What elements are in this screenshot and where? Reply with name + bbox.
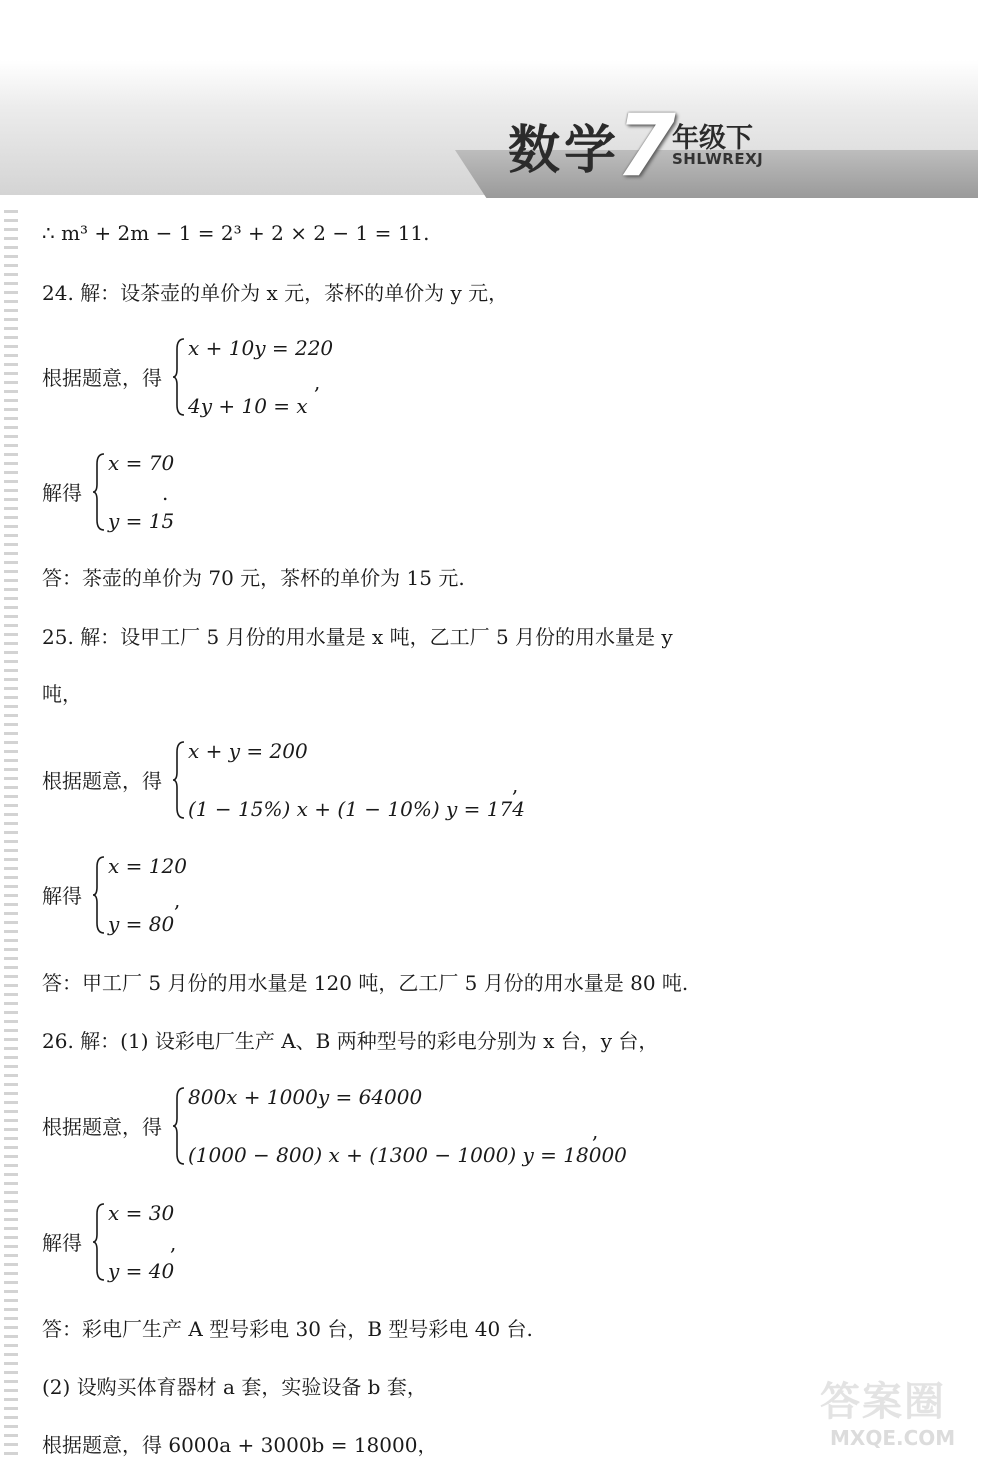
q25-answer: 答：甲工厂 5 月份的用水量是 120 吨，乙工厂 5 月份的用水量是 80 吨.	[42, 971, 689, 995]
equation-1: x + y = 200	[188, 739, 308, 763]
q24-solution	[42, 450, 242, 534]
equation-2: y = 80	[108, 912, 175, 936]
book-code: SHLWREXJ	[672, 150, 764, 168]
q24-system	[42, 335, 362, 419]
q26-system	[42, 1084, 627, 1168]
system-tail: ,	[174, 888, 181, 912]
system-tail: ,	[314, 370, 321, 394]
system-tail: ,	[592, 1119, 599, 1143]
brace-icon	[92, 855, 106, 935]
q26-intro: 26. 解：(1) 设彩电厂生产 A、B 两种型号的彩电分别为 x 台，y 台，	[42, 1029, 659, 1053]
system-label: 根据题意，得	[42, 1115, 162, 1139]
equation-1: x = 120	[108, 854, 187, 878]
system-tail: .	[162, 481, 169, 505]
q24-intro: 24. 解：设茶壶的单价为 x 元，茶杯的单价为 y 元，	[42, 281, 509, 305]
equation-2: y = 40	[108, 1259, 175, 1283]
system-label: 解得	[42, 884, 82, 908]
q25-intro-cont: 吨，	[42, 682, 82, 706]
system-tail: ,	[512, 773, 519, 797]
brace-icon	[92, 1202, 106, 1282]
equation-1: x + 10y = 220	[188, 336, 334, 360]
q24-answer: 答：茶壶的单价为 70 元，茶杯的单价为 15 元.	[42, 566, 465, 590]
brace-icon	[92, 452, 106, 532]
brace-icon	[172, 1086, 186, 1166]
equation-1: 800x + 1000y = 64000	[188, 1085, 423, 1109]
q25-solution	[42, 853, 242, 937]
watermark-logo-text: 答案圈	[820, 1379, 946, 1425]
q25-intro: 25. 解：设甲工厂 5 月份的用水量是 x 吨，乙工厂 5 月份的用水量是 y	[42, 625, 673, 649]
system-label: 解得	[42, 1231, 82, 1255]
grade-number: 7	[616, 96, 676, 196]
q26-solution	[42, 1200, 242, 1284]
calc-line: ∴ m³ + 2m − 1 = 2³ + 2 × 2 − 1 = 11.	[42, 221, 430, 245]
brace-icon	[172, 740, 186, 820]
brace-icon	[172, 337, 186, 417]
system-label: 解得	[42, 481, 82, 505]
equation-2: y = 15	[108, 509, 175, 533]
system-label: 根据题意，得	[42, 769, 162, 793]
equation-2: (1 − 15%) x + (1 − 10%) y = 174	[188, 797, 525, 821]
left-binding-decoration	[4, 210, 18, 1460]
equation-1: x = 30	[108, 1201, 175, 1225]
q26-part2-intro: (2) 设购买体育器材 a 套，实验设备 b 套，	[42, 1375, 427, 1399]
q26-answer: 答：彩电厂生产 A 型号彩电 30 台，B 型号彩电 40 台.	[42, 1317, 533, 1341]
grade-label: 年级下	[672, 123, 753, 154]
q26-part2-equation: 根据题意，得 6000a + 3000b = 18000，	[42, 1433, 438, 1457]
equation-2: 4y + 10 = x	[188, 394, 308, 418]
subject-title: 数学	[508, 121, 621, 181]
system-label: 根据题意，得	[42, 366, 162, 390]
system-tail: ,	[170, 1231, 177, 1255]
q25-system	[42, 738, 542, 822]
watermark-url: MXQE.COM	[830, 1426, 956, 1450]
equation-1: x = 70	[108, 451, 175, 475]
watermark	[820, 1370, 985, 1465]
equation-2: (1000 − 800) x + (1300 − 1000) y = 18000	[188, 1143, 627, 1167]
